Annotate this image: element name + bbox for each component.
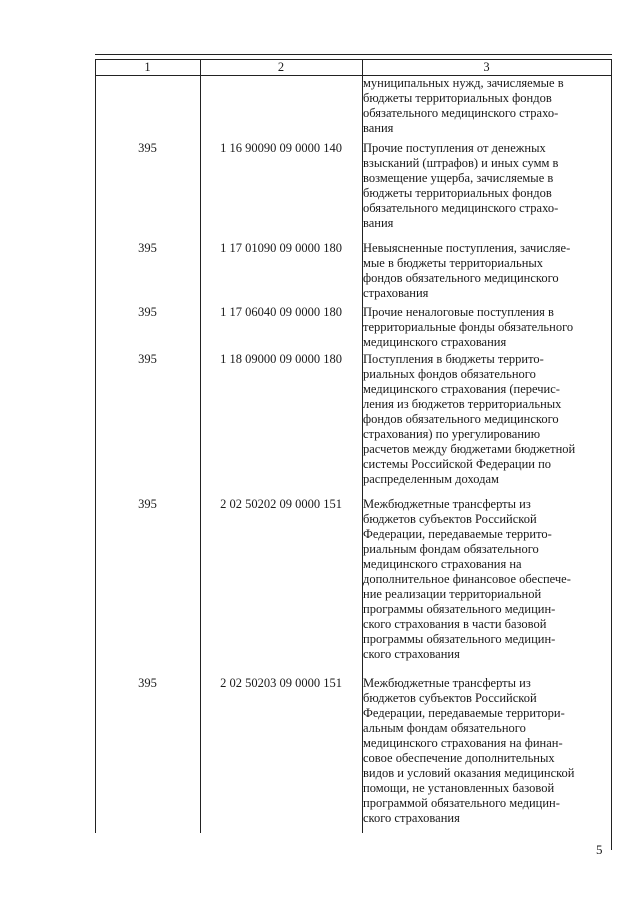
description-line: ского страхования	[363, 647, 460, 661]
description-line: расчетов между бюджетами бюджетной	[363, 442, 576, 456]
description-line: ления из бюджетов территориальных	[363, 397, 562, 411]
description-line: взысканий (штрафов) и иных сумм в	[363, 156, 559, 170]
description-line: территориальные фонды обязательного	[363, 320, 574, 334]
row-budget-code: 1 17 01090 09 0000 180	[220, 241, 342, 255]
description-line: Федерации, передаваемые террито-	[363, 527, 552, 541]
description-line: фондов обязательного медицинского	[363, 412, 559, 426]
description-line: страхования) по урегулированию	[363, 427, 541, 441]
description-line: программы обязательного медицин-	[363, 632, 556, 646]
description-line: медицинского страхования на	[363, 557, 522, 571]
description-line: Невыясненные поступления, зачисляе-	[363, 241, 571, 255]
description-line: бюджеты территориальных фондов	[363, 186, 552, 200]
row-description	[363, 305, 606, 350]
row-budget-code: 2 02 50203 09 0000 151	[220, 676, 342, 690]
description-line: видов и условий оказания медицинской	[363, 766, 575, 780]
description-line: медицинского страхования (перечис-	[363, 382, 560, 396]
row-budget-code: 1 18 09000 09 0000 180	[220, 352, 342, 366]
description-line: риальным фондам обязательного	[363, 542, 539, 556]
description-line: совое обеспечение дополнительных	[363, 751, 555, 765]
description-line: Прочие поступления от денежных	[363, 141, 546, 155]
description-line: Межбюджетные трансферты из	[363, 497, 531, 511]
description-line: бюджетов субъектов Российской	[363, 691, 537, 705]
description-line: программы обязательного медицин-	[363, 602, 556, 616]
description-line: ние реализации территориальной	[363, 587, 542, 601]
description-line: вания	[363, 216, 394, 230]
description-line: бюджетов субъектов Российской	[363, 512, 537, 526]
table-border-left	[95, 59, 96, 833]
header-col-2: 2	[277, 60, 285, 74]
row-description	[363, 497, 606, 662]
description-line: дополнительное финансовое обеспече-	[363, 572, 571, 586]
row-admin-code: 395	[138, 676, 157, 690]
row-description	[363, 676, 606, 826]
row-admin-code: 395	[138, 141, 157, 155]
row-admin-code: 395	[138, 352, 157, 366]
description-line: мые в бюджеты территориальных	[363, 256, 544, 270]
page-number: 5	[596, 842, 603, 857]
row-description	[363, 76, 606, 136]
top-rule	[95, 54, 612, 55]
description-line: риальных фондов обязательного	[363, 367, 536, 381]
description-line: страхования	[363, 286, 429, 300]
description-line: Межбюджетные трансферты из	[363, 676, 531, 690]
row-description	[363, 141, 606, 231]
description-line: фондов обязательного медицинского	[363, 271, 559, 285]
row-budget-code: 1 16 90090 09 0000 140	[220, 141, 342, 155]
description-line: вания	[363, 121, 394, 135]
description-line: бюджеты территориальных фондов	[363, 91, 552, 105]
description-line: системы Российской Федерации по	[363, 457, 552, 471]
description-line: возмещение ущерба, зачисляемые в	[363, 171, 554, 185]
description-line: муниципальных нужд, зачисляемые в	[363, 76, 564, 90]
description-line: Поступления в бюджеты террито-	[363, 352, 544, 366]
description-line: Федерации, передаваемые территори-	[363, 706, 565, 720]
description-line: программой обязательного медицин-	[363, 796, 560, 810]
row-admin-code: 395	[138, 241, 157, 255]
header-col-3: 3	[483, 60, 490, 74]
row-budget-code: 1 17 06040 09 0000 180	[220, 305, 342, 319]
description-line: обязательного медицинского страхо-	[363, 201, 559, 215]
description-line: альным фондам обязательного	[363, 721, 526, 735]
description-line: помощи, не установленных базовой	[363, 781, 555, 795]
row-budget-code: 2 02 50202 09 0000 151	[220, 497, 342, 511]
description-line: Прочие неналоговые поступления в	[363, 305, 554, 319]
table-border-right	[611, 59, 612, 850]
description-line: распределенным доходам	[363, 472, 499, 486]
description-line: ского страхования	[363, 811, 460, 825]
description-line: медицинского страхования	[363, 335, 507, 349]
row-admin-code: 395	[138, 497, 157, 511]
row-description	[363, 352, 606, 487]
description-line: ского страхования в части базовой	[363, 617, 547, 631]
column-divider-1	[200, 59, 201, 833]
header-col-1: 1	[144, 60, 151, 74]
description-line: медицинского страхования на финан-	[363, 736, 563, 750]
row-description	[363, 241, 606, 301]
row-admin-code: 395	[138, 305, 157, 319]
description-line: обязательного медицинского страхо-	[363, 106, 559, 120]
